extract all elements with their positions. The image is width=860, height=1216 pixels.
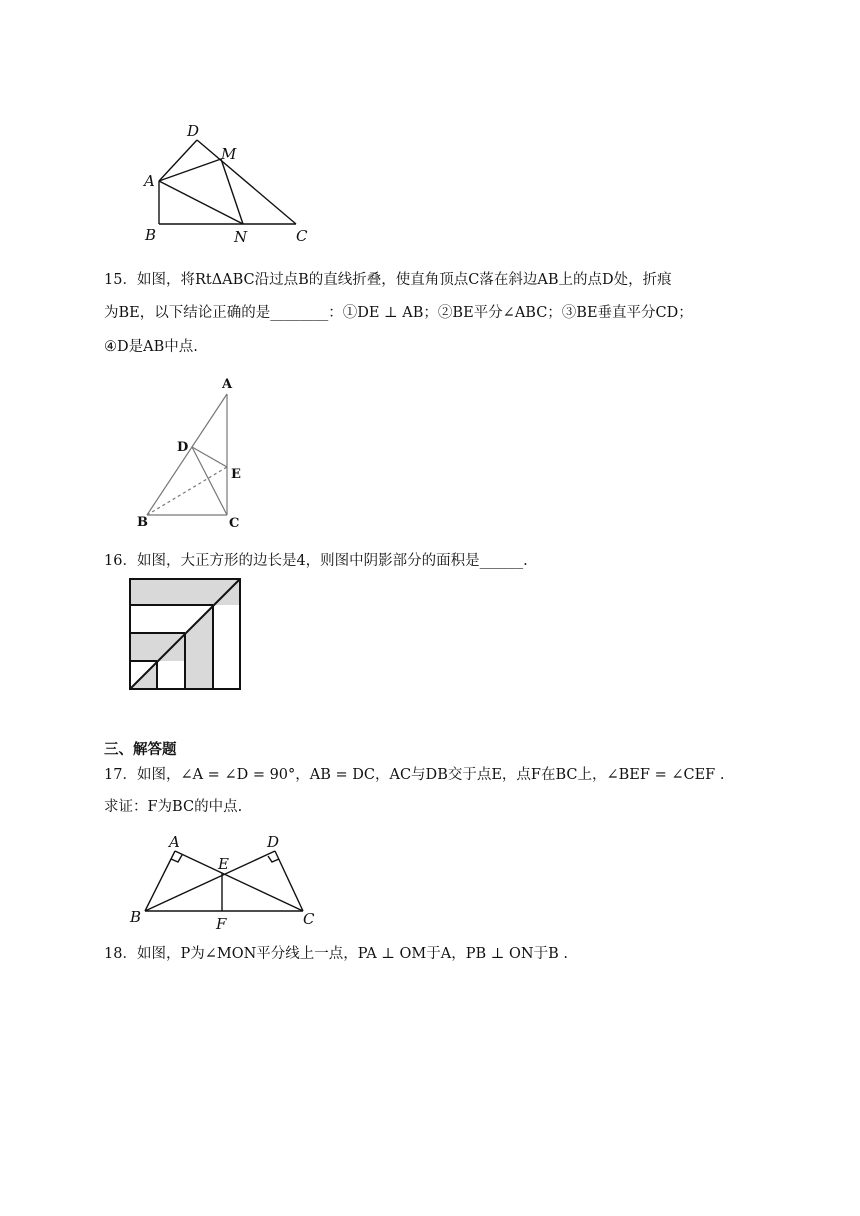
- fig15-label-a: A: [222, 377, 233, 392]
- fig17-label-d: D: [267, 833, 280, 851]
- fig17-label-c: C: [303, 910, 315, 928]
- fig14-label-m: M: [221, 145, 237, 163]
- fig15-label-d: D: [177, 440, 189, 455]
- q15-line-1: 15．如图，将RtΔABC沿过点B的直线折叠，使直角顶点C落在斜边AB上的点D处，折痕: [104, 272, 672, 288]
- fig17-label-a: A: [169, 833, 180, 851]
- q17-line-2: 求证：F为BC的中点.: [104, 799, 243, 815]
- fig17-label-f: F: [216, 915, 227, 933]
- fig15-label-c: C: [229, 516, 240, 531]
- q18-line-1: 18．如图，P为∠MON平分线上一点，PA ⊥ OM于A，PB ⊥ ON于B .: [104, 946, 568, 962]
- fig14-label-a: A: [144, 172, 155, 190]
- fig15-label-b: B: [137, 515, 148, 530]
- fig14-label-b: B: [145, 226, 157, 244]
- fig14-label-c: C: [296, 227, 308, 245]
- fig15-label-e: E: [231, 467, 241, 482]
- q16-line-1: 16．如图，大正方形的边长是4，则图中阴影部分的面积是______.: [104, 553, 528, 569]
- fig14-label-d: D: [187, 122, 200, 140]
- q17-line-1: 17．如图，∠A = ∠D = 90°，AB = DC，AC与DB交于点E，点F在BC上，∠BEF = ∠CEF .: [104, 767, 725, 783]
- fig14-label-n: N: [234, 228, 248, 246]
- q15-line-2: 为BE，以下结论正确的是________：①DE ⊥ AB；②BE平分∠ABC；③BE垂直平分CD；: [104, 305, 693, 321]
- fig17-label-e: E: [218, 855, 229, 873]
- fig17-label-b: B: [130, 908, 142, 926]
- section-title: 三、解答题: [104, 742, 177, 758]
- q15-line-3: ④D是AB中点.: [104, 339, 198, 355]
